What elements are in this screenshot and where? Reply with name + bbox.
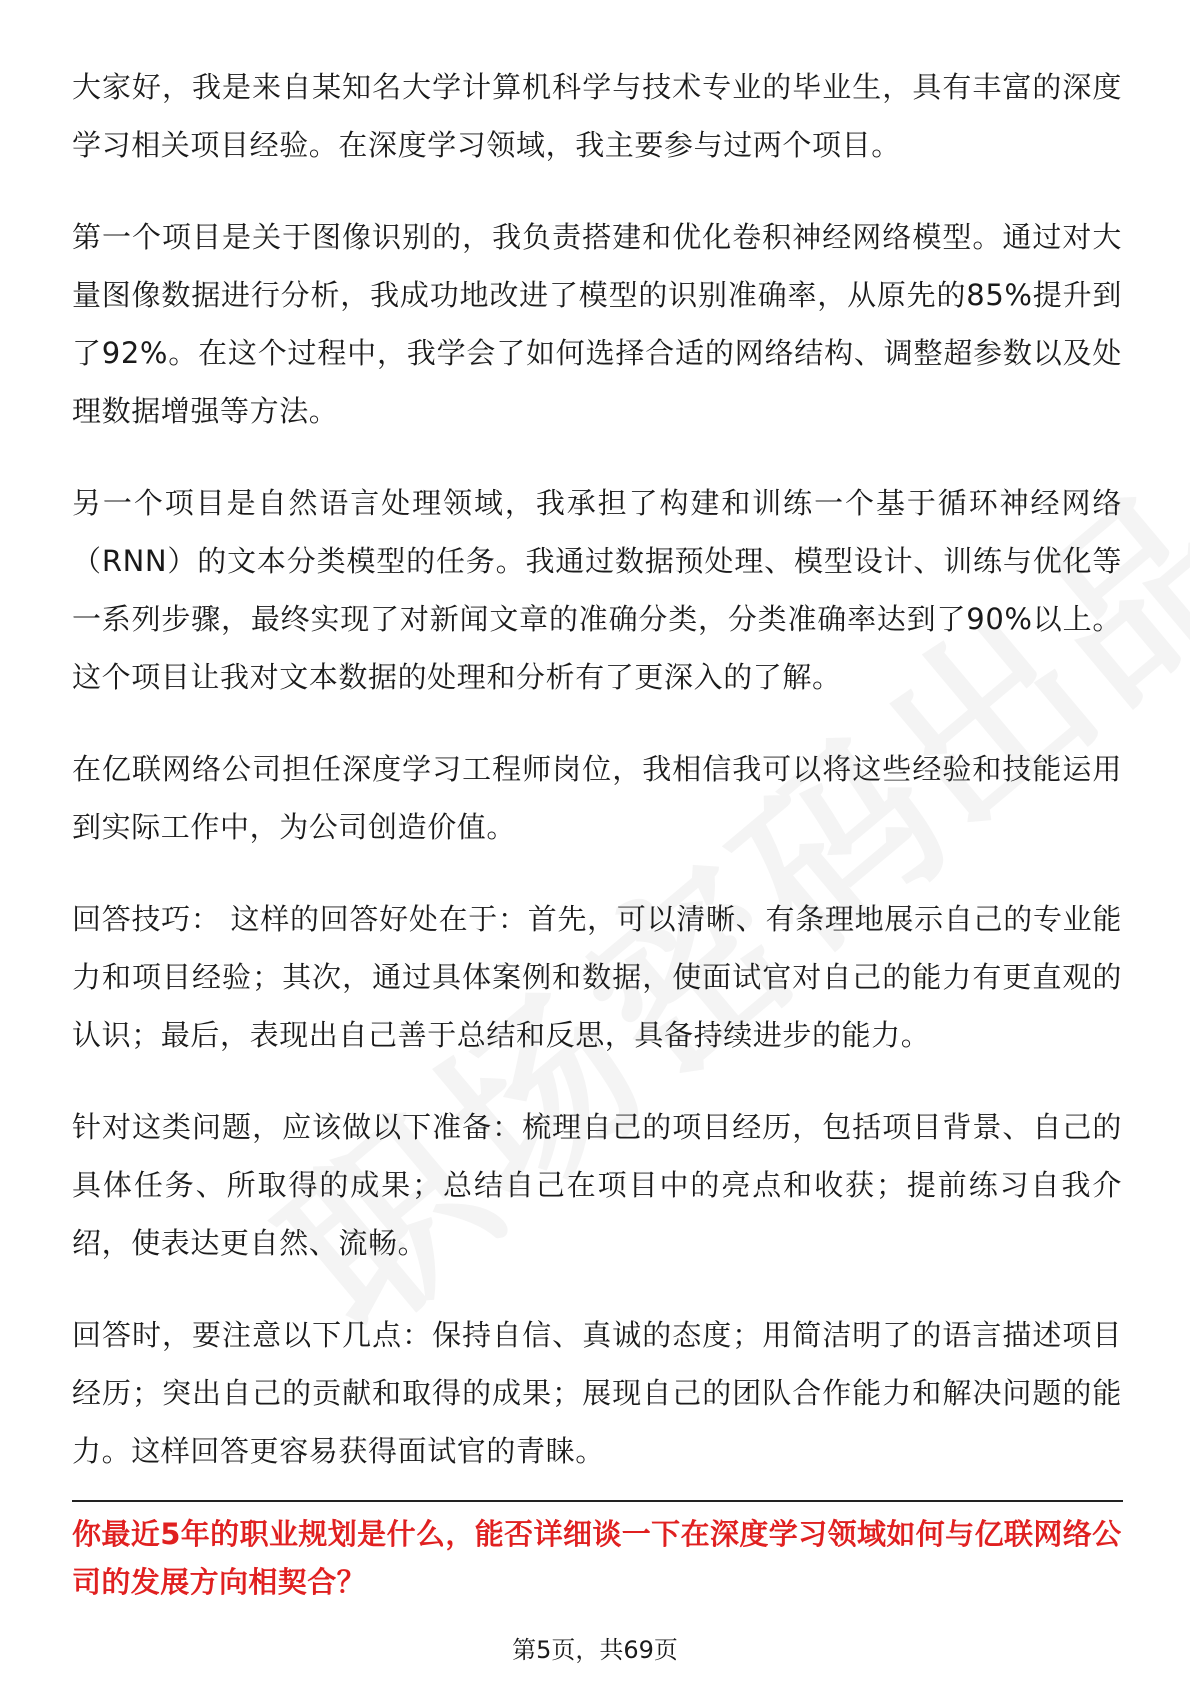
paragraph-preparation: 针对这类问题，应该做以下准备：梳理自己的项目经历，包括项目背景、自己的具体任务、所取得的成果；总结自己在项目中的亮点和收获；提前练习自我介绍，使表达更自然、流畅。 xyxy=(72,1110,1122,1260)
paragraph-project-two: 另一个项目是自然语言处理领域，我承担了构建和训练一个基于循环神经网络（RNN）的文本分类模型的任务。我通过数据预处理、模型设计、训练与优化等一系列步骤，最终实现了对新闻文章的准确分类，分类准确率达到了90%以上。这个项目让我对文本数据的处理和分析有了更深入的了解。 xyxy=(72,486,1122,694)
paragraph-project-one: 第一个项目是关于图像识别的，我负责搭建和优化卷积神经网络模型。通过对大量图像数据进行分析，我成功地改进了模型的识别准确率，从原先的85%提升到了92%。在这个过程中，我学会了如何选择合适的网络结构、调整超参数以及处理数据增强等方法。 xyxy=(72,220,1122,428)
paragraph-answer-tips: 回答技巧： 这样的回答好处在于：首先，可以清晰、有条理地展示自己的专业能力和项目经验；其次，通过具体案例和数据，使面试官对自己的能力有更直观的认识；最后，表现出自己善于总结和反思，具备持续进步的能力。 xyxy=(72,902,1122,1052)
paragraph-company: 在亿联网络公司担任深度学习工程师岗位，我相信我可以将这些经验和技能运用到实际工作中，为公司创造价值。 xyxy=(72,752,1122,844)
paragraph-intro: 大家好，我是来自某知名大学计算机科学与技术专业的毕业生，具有丰富的深度学习相关项目经验。在深度学习领域，我主要参与过两个项目。 xyxy=(72,70,1122,162)
next-question-heading: 你最近5年的职业规划是什么，能否详细谈一下在深度学习领域如何与亿联网络公司的发展方向相契合？ xyxy=(72,1517,1122,1599)
document-body xyxy=(72,58,1122,1514)
section-divider xyxy=(72,1500,1123,1502)
paragraph-notes: 回答时，要注意以下几点：保持自信、真诚的态度；用简洁明了的语言描述项目经历；突出自己的贡献和取得的成果；展现自己的团队合作能力和解决问题的能力。这样回答更容易获得面试官的青睐。 xyxy=(72,1318,1122,1468)
page-number: 第5页，共69页 xyxy=(512,1636,678,1664)
